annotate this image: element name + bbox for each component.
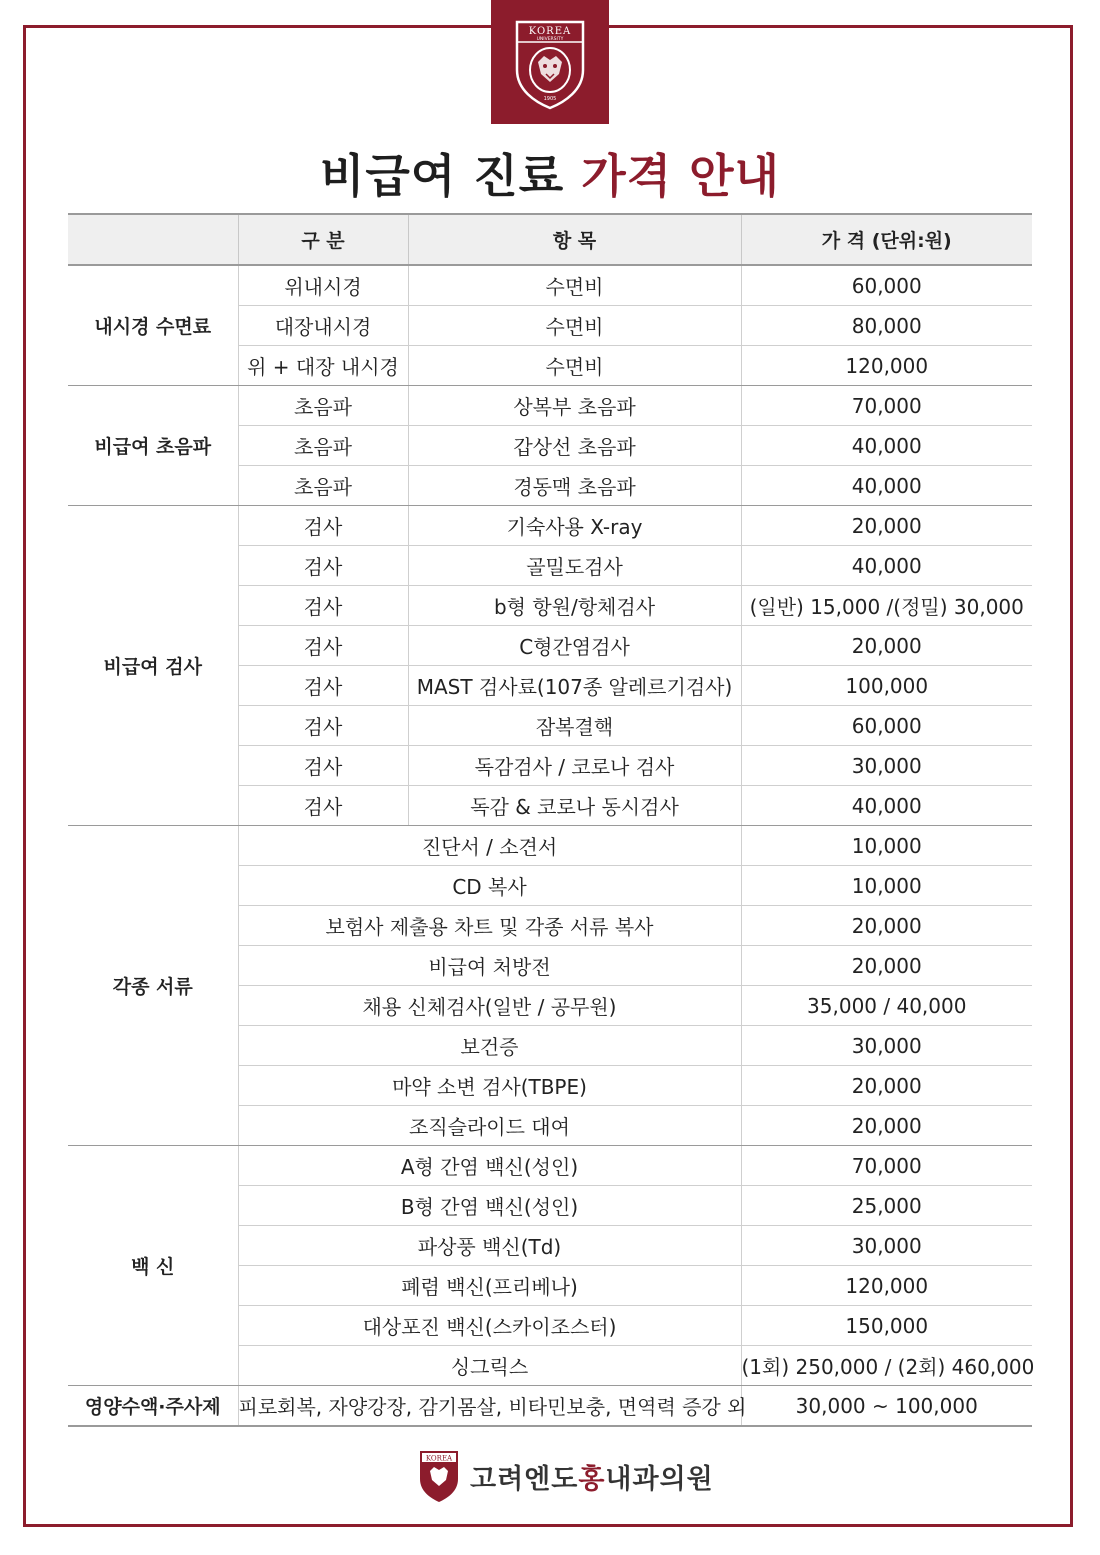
price-table bbox=[68, 213, 1035, 1427]
price-cell: 30,000 bbox=[741, 746, 1032, 786]
category-cell: 비급여 검사 bbox=[68, 506, 238, 826]
item-cell: 비급여 처방전 bbox=[238, 946, 741, 986]
clinic-name-post: 내과의원 bbox=[605, 1464, 714, 1495]
item-cell: 대상포진 백신(스카이조스터) bbox=[238, 1306, 741, 1346]
table-row bbox=[68, 265, 1032, 306]
item-cell: CD 복사 bbox=[238, 866, 741, 906]
price-cell: 100,000 bbox=[741, 666, 1032, 706]
category-cell: 내시경 수면료 bbox=[68, 265, 238, 386]
item-cell: 수면비 bbox=[408, 346, 741, 386]
price-cell: 20,000 bbox=[741, 1106, 1032, 1146]
table-row bbox=[68, 506, 1032, 546]
price-cell: 10,000 bbox=[741, 866, 1032, 906]
header-price: 가 격 (단위:원) bbox=[741, 214, 1032, 265]
price-cell: 30,000 bbox=[741, 1026, 1032, 1066]
price-cell: 20,000 bbox=[741, 626, 1032, 666]
item-cell: 보건증 bbox=[238, 1026, 741, 1066]
item-cell: 갑상선 초음파 bbox=[408, 426, 741, 466]
type-cell: 대장내시경 bbox=[238, 306, 408, 346]
footer-logo-text: KOREA bbox=[425, 1454, 453, 1463]
item-cell: 폐렴 백신(프리베나) bbox=[238, 1266, 741, 1306]
item-cell: A형 간염 백신(성인) bbox=[238, 1146, 741, 1186]
price-cell: 30,000 bbox=[741, 1226, 1032, 1266]
item-cell: C형간염검사 bbox=[408, 626, 741, 666]
item-cell: 잠복결핵 bbox=[408, 706, 741, 746]
header-logo-tab bbox=[491, 0, 609, 124]
type-cell: 검사 bbox=[238, 666, 408, 706]
table-row bbox=[68, 826, 1032, 866]
item-cell: 독감검사 / 코로나 검사 bbox=[408, 746, 741, 786]
type-cell: 검사 bbox=[238, 706, 408, 746]
category-cell: 영양수액·주사제 bbox=[68, 1386, 238, 1427]
item-cell: 싱그릭스 bbox=[238, 1346, 741, 1386]
price-cell: 60,000 bbox=[741, 706, 1032, 746]
header-category bbox=[68, 214, 238, 265]
logo-year: 1905 bbox=[543, 96, 557, 102]
table-row bbox=[68, 1386, 1032, 1427]
item-cell: 채용 신체검사(일반 / 공무원) bbox=[238, 986, 741, 1026]
table-header-row bbox=[68, 214, 1032, 265]
clinic-name-pre: 고려엔도 bbox=[470, 1464, 579, 1495]
type-cell: 초음파 bbox=[238, 426, 408, 466]
item-cell: b형 항원/항체검사 bbox=[408, 586, 741, 626]
type-cell: 검사 bbox=[238, 626, 408, 666]
item-cell: 상복부 초음파 bbox=[408, 386, 741, 426]
item-cell: 마약 소변 검사(TBPE) bbox=[238, 1066, 741, 1106]
price-cell: 60,000 bbox=[741, 265, 1032, 306]
type-cell: 초음파 bbox=[238, 386, 408, 426]
price-cell: 10,000 bbox=[741, 826, 1032, 866]
price-cell: 40,000 bbox=[741, 466, 1032, 506]
price-cell: 70,000 bbox=[741, 386, 1032, 426]
price-cell: (1회) 250,000 / (2회) 460,000 bbox=[741, 1346, 1032, 1386]
item-cell: 피로회복, 자양강장, 감기몸살, 비타민보충, 면역력 증강 외 bbox=[238, 1386, 741, 1427]
price-cell: 40,000 bbox=[741, 546, 1032, 586]
category-cell: 백 신 bbox=[68, 1146, 238, 1386]
category-cell: 비급여 초음파 bbox=[68, 386, 238, 506]
price-cell: 20,000 bbox=[741, 946, 1032, 986]
header-item: 항 목 bbox=[408, 214, 741, 265]
type-cell: 검사 bbox=[238, 786, 408, 826]
price-cell: 35,000 / 40,000 bbox=[741, 986, 1032, 1026]
footer-brand bbox=[418, 1449, 718, 1505]
price-cell: (일반) 15,000 /(정밀) 30,000 bbox=[741, 586, 1032, 626]
type-cell: 위 + 대장 내시경 bbox=[238, 346, 408, 386]
item-cell: 수면비 bbox=[408, 265, 741, 306]
korea-university-shield-icon bbox=[513, 18, 587, 110]
item-cell: 보험사 제출용 차트 및 각종 서류 복사 bbox=[238, 906, 741, 946]
page-title bbox=[0, 140, 1100, 206]
type-cell: 초음파 bbox=[238, 466, 408, 506]
logo-subtext: UNIVERSITY bbox=[536, 37, 564, 42]
item-cell: 경동맥 초음파 bbox=[408, 466, 741, 506]
price-cell: 80,000 bbox=[741, 306, 1032, 346]
table-row bbox=[68, 1146, 1032, 1186]
title-accent: 가격 안내 bbox=[581, 149, 780, 203]
type-cell: 검사 bbox=[238, 586, 408, 626]
clinic-name bbox=[470, 1457, 714, 1496]
price-cell: 70,000 bbox=[741, 1146, 1032, 1186]
price-cell: 40,000 bbox=[741, 426, 1032, 466]
price-cell: 150,000 bbox=[741, 1306, 1032, 1346]
logo-text: KOREA bbox=[528, 26, 572, 37]
item-cell: 골밀도검사 bbox=[408, 546, 741, 586]
price-cell: 20,000 bbox=[741, 906, 1032, 946]
price-cell: 20,000 bbox=[741, 506, 1032, 546]
korea-university-shield-icon bbox=[418, 1449, 460, 1503]
clinic-name-accent: 홍 bbox=[578, 1464, 606, 1495]
price-cell: 120,000 bbox=[741, 1266, 1032, 1306]
type-cell: 검사 bbox=[238, 506, 408, 546]
price-cell: 25,000 bbox=[741, 1186, 1032, 1226]
item-cell: 기숙사용 X-ray bbox=[408, 506, 741, 546]
title-main: 비급여 진료 bbox=[320, 149, 565, 203]
item-cell: MAST 검사료(107종 알레르기검사) bbox=[408, 666, 741, 706]
price-cell: 30,000 ~ 100,000 bbox=[741, 1386, 1032, 1427]
item-cell: 수면비 bbox=[408, 306, 741, 346]
item-cell: 조직슬라이드 대여 bbox=[238, 1106, 741, 1146]
price-cell: 20,000 bbox=[741, 1066, 1032, 1106]
table-row bbox=[68, 386, 1032, 426]
item-cell: 진단서 / 소견서 bbox=[238, 826, 741, 866]
price-cell: 120,000 bbox=[741, 346, 1032, 386]
header-type: 구 분 bbox=[238, 214, 408, 265]
item-cell: 독감 & 코로나 동시검사 bbox=[408, 786, 741, 826]
type-cell: 검사 bbox=[238, 746, 408, 786]
type-cell: 검사 bbox=[238, 546, 408, 586]
price-cell: 40,000 bbox=[741, 786, 1032, 826]
category-cell: 각종 서류 bbox=[68, 826, 238, 1146]
item-cell: 파상풍 백신(Td) bbox=[238, 1226, 741, 1266]
type-cell: 위내시경 bbox=[238, 265, 408, 306]
item-cell: B형 간염 백신(성인) bbox=[238, 1186, 741, 1226]
